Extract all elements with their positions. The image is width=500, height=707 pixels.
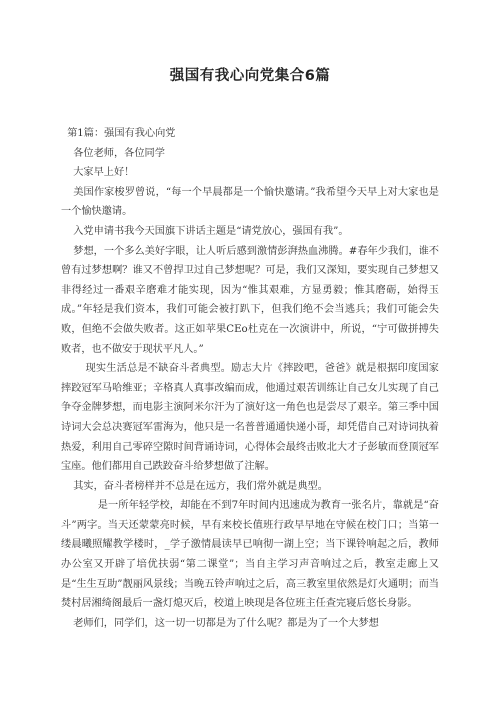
paragraph: 是一所年轻学校，却能在不到7年时间内迅速成为教育一张名片，靠就是“奋斗”两字。当天还蒙蒙亮时候，早有来校长值班行政早早地在守候在校门口；当第一缕晨曦照耀教学楼时，_学子激情晨读早已响彻一湖上空；当下课铃响起之后，教师办公室又开辟了培优扶弱“第二课堂”；当自主学习声音响过之后，教室走廊上又是“生生互助”靓丽风景线；当晚五铃声响过之后，高三教室里依然是灯火通明；而当焚村居湘绮阁最后一盏灯熄灭后，校道上映现是各位班主任查完寝后悠长身影。 bbox=[61, 500, 439, 610]
salutation: 各位老师，各位同学 bbox=[73, 147, 165, 159]
paragraph: 现实生活总是不缺奋斗者典型。励志大片《摔跤吧，爸爸》就是根据印度国家摔跤冠军马哈维亚；辛格真人真事改编而成，他通过艰苦训练让自己女儿实现了自己争夺金牌梦想，而电影主演阿米尔汗为了演好这一角色也是尝尽了艰辛。第三季中国诗词大会总决赛冠军雷海为，他只是一名普普通通快递小哥，却凭借自己对诗词执着热爱，利用自己零碎空隙时间背诵诗词，心得体会最终击败北大才子彭敏而登顶冠军宝座。他们都用自己跌跤奋斗给梦想做了注解。 bbox=[61, 363, 439, 473]
paragraph: 梦想，一个多么美好字眼，让人听后感到激情彭湃热血沸腾。#春年少我们，谁不曾有过梦想啊？谁又不曾捍卫过自己梦想呢？可是，我们又深知，要实现自己梦想又非得经过一番艰辛磨难才能实现，因为“惟其艰难，方显勇毅；惟其磨砺，始得玉成。”年轻是我们资本，我们可能会被打趴下，但我们绝不会当逃兵；我们可能会失败，但绝不会做失败者。这正如苹果CEo杜克在一次演讲中，所说，“宁可做拼搏失败者，也不做安于现状平凡人。” bbox=[61, 245, 439, 355]
document-body bbox=[61, 124, 439, 633]
section-heading: 第1篇：强国有我心向党 bbox=[67, 128, 176, 139]
paragraph: 其实，奋斗者榜样并不总是在远方，我们常外就是典型。 bbox=[73, 480, 328, 492]
paragraph: 入党申请书我今天国旗下讲话主题是“请党放心，强国有我”。 bbox=[73, 225, 349, 237]
paragraph: 老师们，同学们，这一切一切都是为了什么呢？都是为了一个大梦想 bbox=[73, 617, 379, 629]
paragraph: 美国作家梭罗曾说，“每一个早晨都是一个愉快邀请。”我希望今天早上对大家也是一个愉快邀请。 bbox=[61, 186, 439, 218]
document-title: 强国有我心向党集合6篇 bbox=[169, 68, 331, 84]
greeting: 大家早上好！ bbox=[73, 167, 135, 179]
